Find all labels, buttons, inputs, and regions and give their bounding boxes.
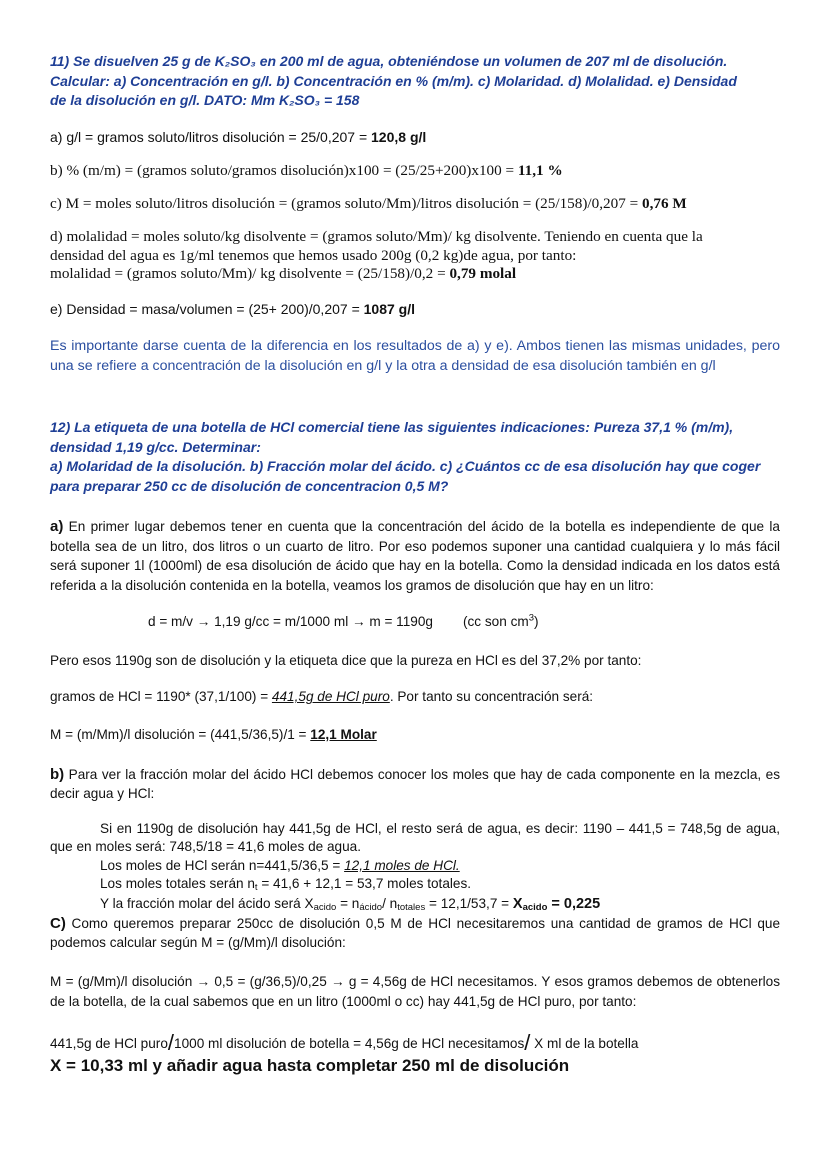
grams-hcl-result: 441,5g de HCl puro — [271, 689, 390, 704]
answer-11a: a) g/l = gramos soluto/litros disolución = 25/0,207 = 120,8 g/l — [50, 129, 427, 145]
answer-11d-result: 0,79 molal — [449, 265, 517, 282]
grams-hcl-line: gramos de HCl = 1190* (37,1/100) = 441,5g de HCl puro. Por tanto su concentración será: — [50, 689, 594, 704]
proportion-line: 441,5g de HCl puro/1000 ml disolución de botella = 4,56g de HCl necesitamos/ X ml de la botella — [50, 1030, 639, 1055]
answer-11a-result: 120,8 g/l — [371, 129, 427, 145]
answer-12c-calculation: M = (g/Mm)/l disolución → 0,5 = (g/36,5)/0,25 → g = 4,56g de HCl necesitamos. Y esos gramos debemos de obtenerlos de la botella, de la cual sabemos que en un litro (1000ml o cc) hay 441,5g de HCl puro, por tanto: — [50, 974, 780, 1009]
answer-12a-label: a) — [50, 518, 64, 535]
answer-11b: b) % (m/m) = (gramos soluto/gramos disolución)x100 = (25/25+200)x100 = 11,1 % — [50, 162, 563, 179]
density-equation: d = m/v → 1,19 g/cc = m/1000 ml → m = 1190g (cc son $cm^3$) — [148, 612, 539, 629]
problem-12-line-4: para preparar 250 cc de disolución de concentracion 0,5 M? — [50, 477, 449, 494]
molarity-result: 12,1 Molar — [310, 727, 377, 742]
water-moles-paragraph: Si en 1190g de disolución hay 441,5g de HCl, el resto será de agua, es decir: 1190 – 441,5 = 748,5g de agua, que en moles será: 748,5/18 = 41,6 moles de agua. — [50, 821, 780, 854]
problem-12-line-3: a) Molaridad de la disolución. b) Fracción molar del ácido. c) ¿Cuántos cc de esa disolución hay que coger — [50, 458, 761, 474]
problem-12-line-2: densidad 1,19 g/cc. Determinar: — [50, 438, 261, 455]
note-11: Es importante darse cuenta de la diferencia en los resultados de a) y e). Ambos tienen las mismas unidades, pero una se refiere a concentración de la disolución en g/l y la otra a densidad de esa disolución también en g/l — [50, 338, 780, 374]
answer-12a-intro: a) En primer lugar debemos tener en cuenta que la concentración del ácido de la botella es independiente de que la botella sea de un litro, dos litros o un cuarto de litro. Por eso podemos suponer una cantidad cualquiera y lo más fácil será suponer 1l (1000ml) de esa disolución de ácido que hay en la botella. Como la densidad indicada en los datos está referida a la disolución contenida en la botella, veamos los gramos de disolución que hay en un litro: — [50, 518, 780, 593]
problem-12-line-1: 12) La etiqueta de una botella de HCl comercial tiene las siguientes indicaciones: Pureza 37,1 % (m/m), — [50, 419, 734, 435]
answer-12c-intro: C) Como queremos preparar 250cc de disolución 0,5 M de HCl necesitaremos una cantidad de gramos de HCl que podemos calcular según M = (g/Mm)/l disolución: — [50, 915, 780, 950]
final-answer: X = 10,33 ml y añadir agua hasta completar 250 ml de disolución — [50, 1056, 570, 1075]
answer-11c: c) M = moles soluto/litros disolución = (gramos soluto/Mm)/litros disolución = (25/158)/0,207 = 0,76 M — [50, 195, 687, 212]
problem-11-line-3: de la disolución en g/l. DATO: Mm K₂SO₃ = 158 — [50, 92, 360, 108]
answer-11d: d) molalidad = moles soluto/kg disolvente = (gramos soluto/Mm)/ kg disolvente. Teniendo en cuenta que la densidad del agua es 1g/ml tenemos que hemos usado 200g (0,2 kg)de agua, por tanto: molalidad = (gramos soluto/Mm)/ kg disolvente = (25/158)/0,2 = 0,79 molal — [50, 228, 703, 282]
answer-12b-label: b) — [50, 766, 65, 783]
moles-lines: Los moles de HCl serán n=441,5/36,5 = 12,1 moles de HCl. Los moles totales serán $n_t = 41,6 + 12,1 = 53,7$ moles totales. Y la fracción molar del ácido será $X_{acido} = n_{ácido}/$ $n_{totales} = 12,1/53,7 = X_{acido} = 0,225$ — [100, 858, 601, 913]
answer-12c-label: C) — [50, 915, 66, 932]
answer-11b-result: 11,1 % — [517, 162, 563, 179]
problem-11-line-1: 11) Se disuelven 25 g de K₂SO₃ en 200 ml de agua, obteniéndose un volumen de 207 ml de disolución. — [50, 53, 728, 69]
purity-line: Pero esos 1190g son de disolución y la etiqueta dice que la pureza en HCl es del 37,2% por tanto: — [50, 653, 642, 668]
moles-hcl-result: 12,1 moles de HCl. — [344, 858, 460, 873]
molar-fraction-result: $X_{acido} = 0,225$ — [512, 896, 601, 913]
problem-11-line-2: Calcular: a) Concentración en g/l. b) Concentración en % (m/m). c) Molaridad. d) Molalidad. e) Densidad — [50, 72, 737, 89]
answer-12b-intro: b) Para ver la fracción molar del ácido HCl debemos conocer los moles que hay de cada componente en la mezcla, es decir agua y HCl: — [50, 766, 780, 801]
answer-11e-result: 1087 g/l — [363, 301, 416, 317]
answer-11c-result: 0,76 M — [641, 195, 687, 212]
problem-12-statement — [50, 418, 780, 496]
problem-11-statement — [50, 52, 780, 111]
molarity-line: M = (m/Mm)/l disolución = (441,5/36,5)/1 = 12,1 Molar — [50, 727, 377, 742]
answer-11e: e) Densidad = masa/volumen = (25+ 200)/0,207 = 1087 g/l — [50, 301, 416, 317]
